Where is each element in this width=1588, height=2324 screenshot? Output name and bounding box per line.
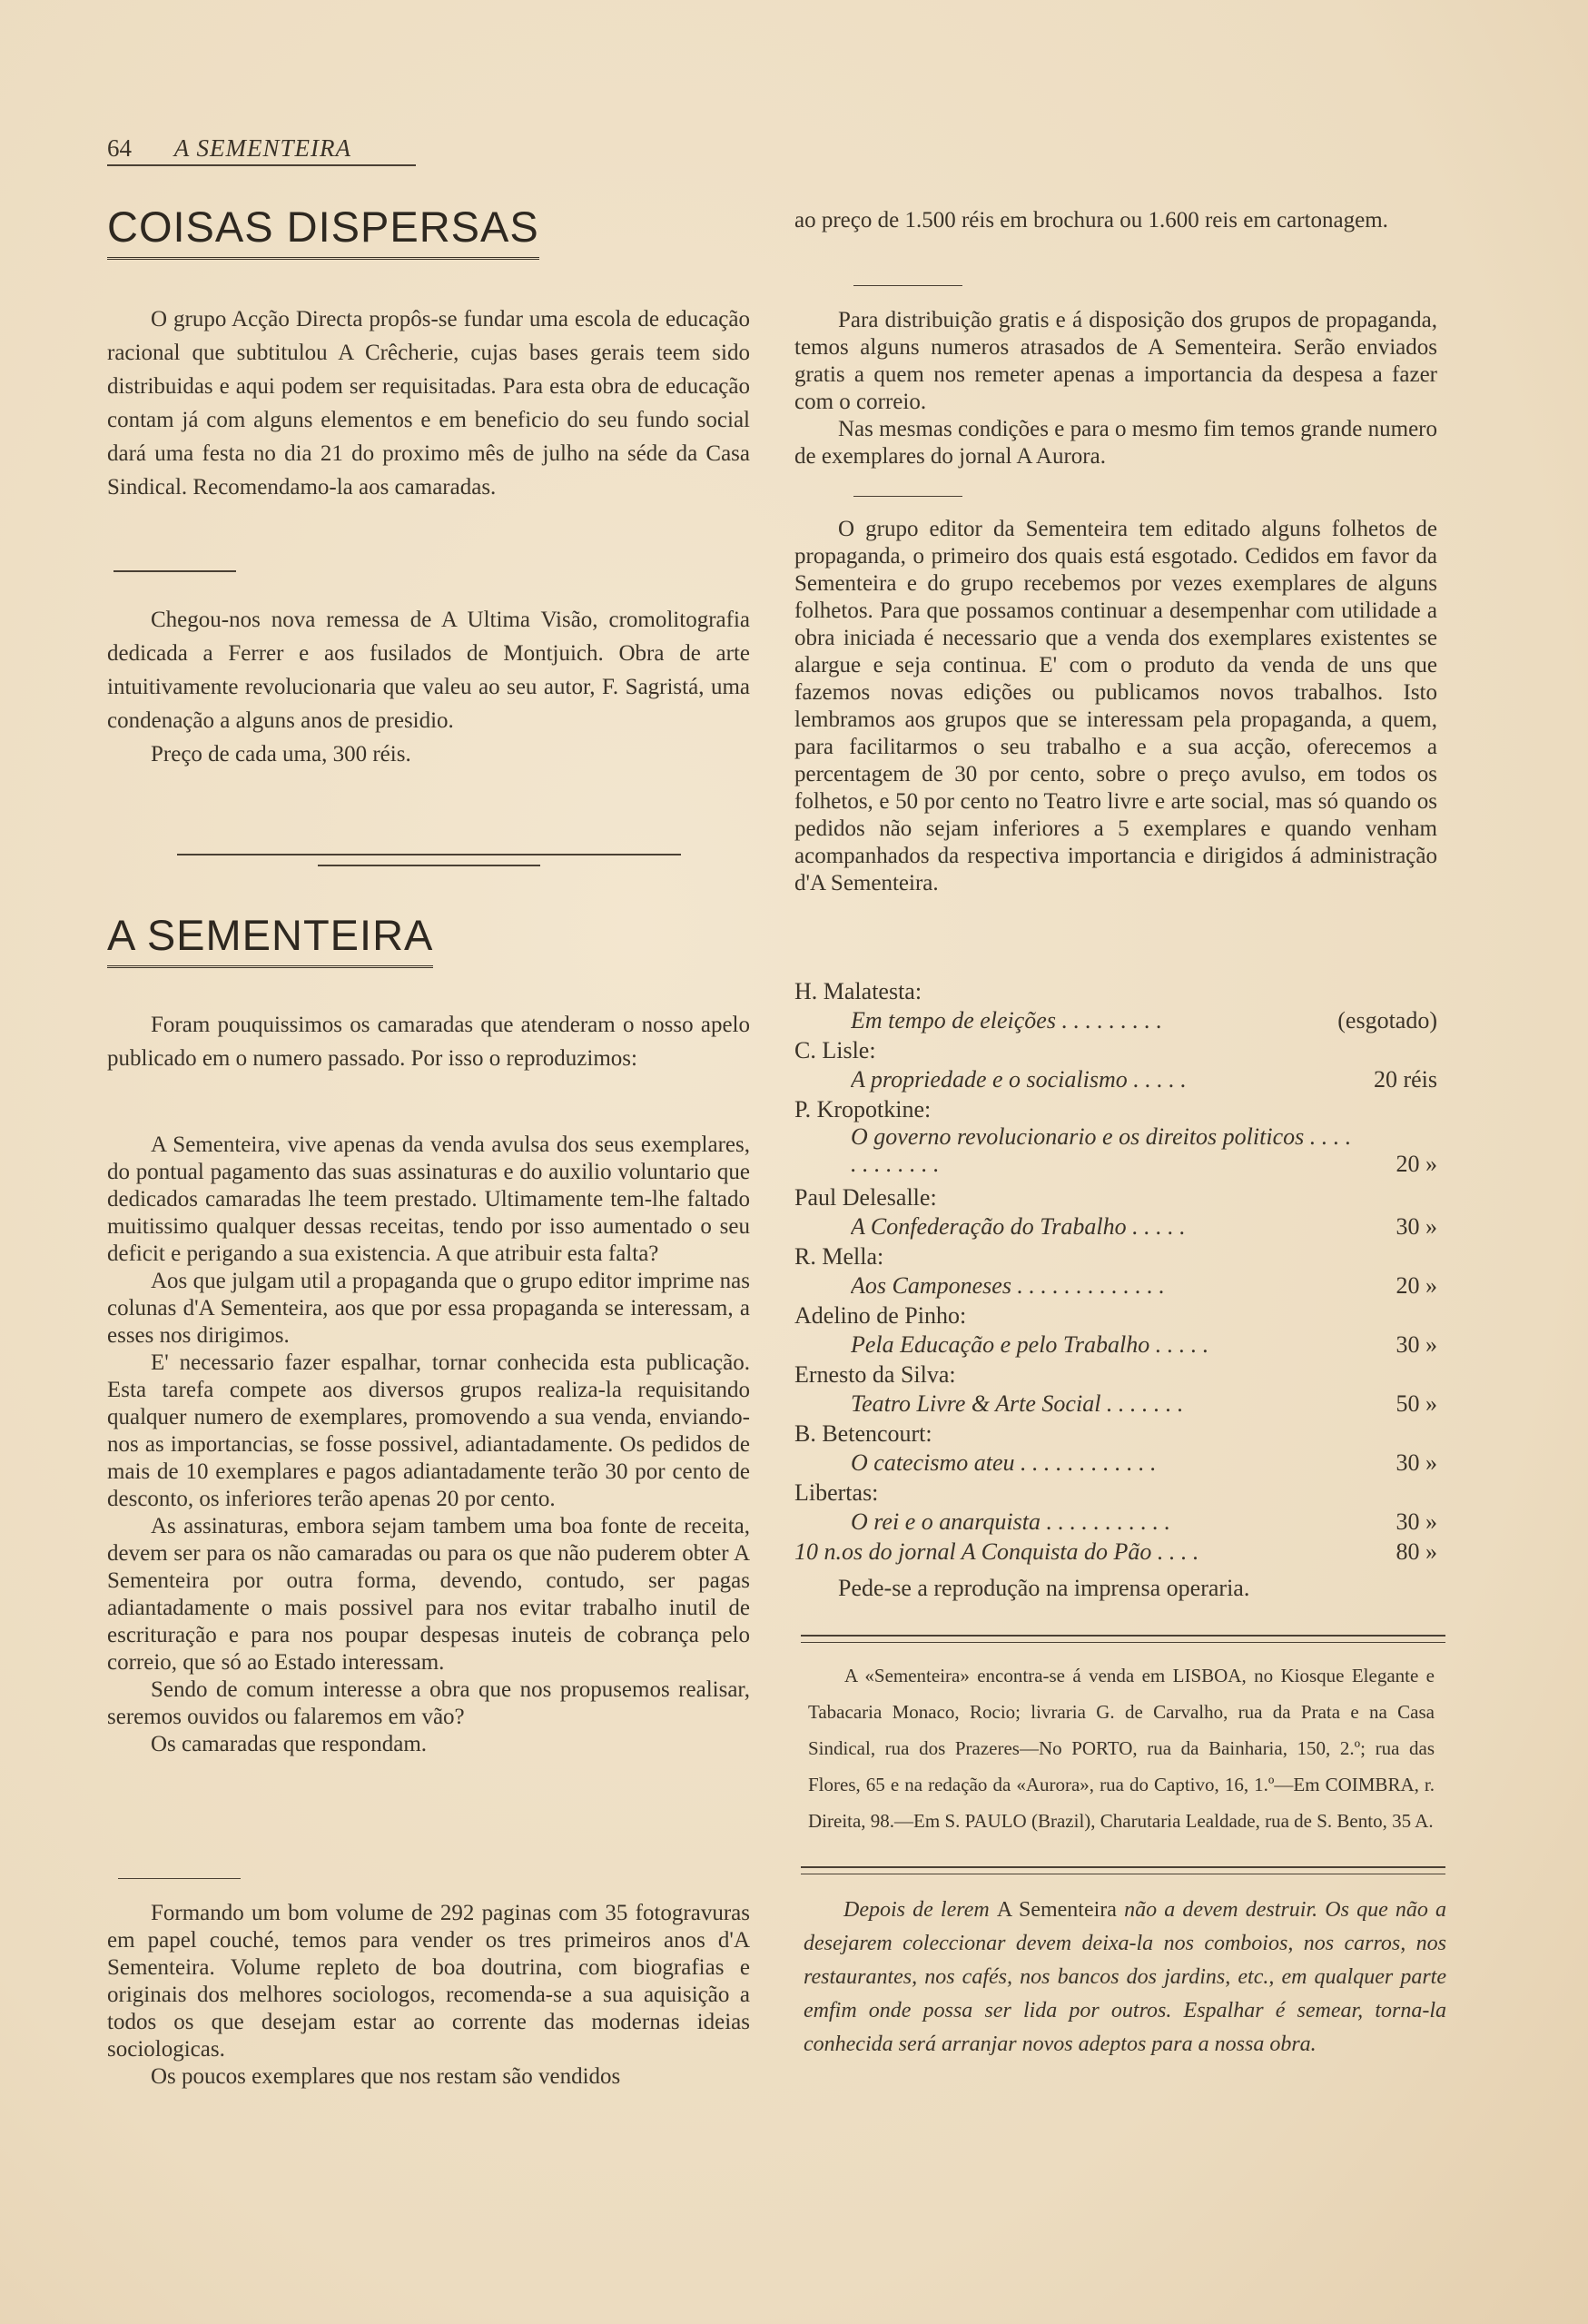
notice-rule-top-2 <box>801 1642 1445 1643</box>
article-apelo <box>107 1008 750 1075</box>
article-grupo-editor <box>794 516 1437 897</box>
reproduction-request: Pede-se a reprodução na imprensa operaria. <box>838 1575 1250 1601</box>
book-entry <box>794 1479 1446 1538</box>
paragraph-grupo-editor: O grupo editor da Sementeira tem editado alguns folhetos de propaganda, o primeiro dos quais está esgotado. Cedidos em favor da Sementeira e do grupo recebemos por vezes exemplares de alguns folhetos. Para que possamos continuar a desempenhar com utilidade a obra iniciada é necessario que a venda dos exemplares existentes se alargue e seja continua. E' com o produto da venda de uns que fazemos novas edições ou publicamos novos trabalhos. Isto lembramos aos grupos que se interessam pela propaganda, a quem, para facilitarmos o seu trabalho e a sua acção, oferecemos a percentagem de 30 por cento, sobre o preço avulso, em todos os folhetos, e 50 por cento no Teatro livre e arte social, mas só quando os pedidos não sejam inferiores a 5 exemplares e quando venham acompanhados da respectiva importancia e dirigidos á administração d'A Sementeira. <box>794 517 1437 895</box>
paragraph-distribuicao: Para distribuição gratis e á disposição dos grupos de propaganda, temos alguns numeros atrasados de A Sementeira. Serão enviados gratis a quem nos remeter apenas a importancia da despesa a fazer com o correio. <box>794 308 1437 414</box>
book-entry <box>794 1361 1446 1420</box>
closing-motto <box>804 1894 1446 2062</box>
masthead: A SEMENTEIRA <box>173 134 351 162</box>
book-entry <box>794 1420 1446 1479</box>
article-remessa <box>107 603 750 771</box>
booklet-list <box>794 978 1446 1602</box>
book-price: 30 » <box>1396 1331 1437 1358</box>
double-separator-top <box>177 854 681 855</box>
double-separator-bottom <box>318 865 540 866</box>
book-entry <box>794 1037 1446 1096</box>
book-price: (esgotado) <box>1337 1007 1437 1033</box>
book-entry <box>794 978 1446 1037</box>
book-price: 30 » <box>1396 1449 1437 1476</box>
book-author: Paul Delesalle: <box>794 1184 937 1211</box>
book-title: 10 n.os do jornal A Conquista do Pão . . . . <box>794 1538 1199 1565</box>
book-price: 80 » <box>1396 1538 1437 1565</box>
page-header <box>107 134 416 166</box>
separator-rule <box>113 570 236 572</box>
book-title: A Confederação do Trabalho . . . . . <box>851 1213 1186 1240</box>
paragraph-comum: Sendo de comum interesse a obra que nos propusemos realisar, seremos ouvidos ou falaremos em vão? <box>107 1677 750 1729</box>
paragraph-espalhar: E' necessario fazer espalhar, tornar conhecida esta publicação. Esta tarefa compete aos diversos grupos realiza-la requisitando qualquer numero de exemplares, promovendo a sua venda, enviando-nos as importancias, se fosse possivel, adiantadamente. Os pedidos de mais de 10 exemplares e pagos adiantadamente terão 30 por cento de desconto, os inferiores terão apenas 20 por cento. <box>107 1350 750 1511</box>
article-continuation <box>794 207 1437 234</box>
book-title: O rei e o anarquista . . . . . . . . . . . <box>851 1508 1170 1535</box>
book-title: O governo revolucionario e os direitos politicos . . . . . . . . . . . . <box>851 1123 1352 1177</box>
section-title-a-sementeira: A SEMENTEIRA <box>107 910 433 968</box>
book-author: Adelino de Pinho: <box>794 1302 967 1329</box>
separator-rule <box>118 1878 241 1879</box>
article-escola <box>107 302 750 504</box>
paragraph-poucos: Os poucos exemplares que nos restam são vendidos <box>151 2064 621 2089</box>
paragraph-continuation: ao preço de 1.500 réis em brochura ou 1.600 reis em cartonagem. <box>794 208 1388 232</box>
section-title-coisas-dispersas: COISAS DISPERSAS <box>107 202 539 260</box>
book-author: P. Kropotkine: <box>794 1096 932 1122</box>
book-title: Aos Camponeses . . . . . . . . . . . . . <box>851 1272 1165 1299</box>
book-entry <box>794 1302 1446 1361</box>
book-author: Ernesto da Silva: <box>794 1361 956 1388</box>
paragraph-assinaturas: As assinaturas, embora sejam tambem uma boa fonte de receita, devem ser para os não camaradas ou para os que não puderem obter A Sementeira por outra forma, devendo, contudo, ser pagas adiantadamente o mais possivel para nos evitar trabalho inutil de escrituração e para nos poupar despesas inuteis de cobrança pelo correio, que só ao Estado interessam. <box>107 1514 750 1675</box>
book-author: R. Mella: <box>794 1243 884 1270</box>
paragraph-escola: O grupo Acção Directa propôs-se fundar uma escola de educação racional que subtitulou A Crêcherie, cujas bases gerais teem sido distribuidas e aqui podem ser requisitadas. Para esta obra de educação contam já com alguns elementos e em beneficio do seu fundo social dará uma festa no dia 21 do proximo mês de julho na séde da Casa Sindical. Recomendamo-la aos camaradas. <box>107 307 750 499</box>
book-title: O catecismo ateu . . . . . . . . . . . . <box>851 1449 1157 1476</box>
book-entry-jornal <box>794 1538 1446 1575</box>
book-price: 30 » <box>1396 1213 1437 1240</box>
paragraph-vive: A Sementeira, vive apenas da venda avulsa dos seus exemplares, do pontual pagamento das suas assinaturas e do auxilio voluntario que dedicados camaradas lhe teem prestado. Ultimamente tem-lhe faltado muitissimo qualquer dessas receitas, tendo por isso aumentado o seu deficit e perigando a sua existencia. A que atribuir esta falta? <box>107 1132 750 1266</box>
notice-rule-bottom-1 <box>801 1866 1445 1868</box>
book-price: 20 » <box>1396 1151 1437 1177</box>
paragraph-respondam: Os camaradas que respondam. <box>151 1732 428 1756</box>
book-price: 30 » <box>1396 1508 1437 1535</box>
book-author: C. Lisle: <box>794 1037 876 1063</box>
notice-rule-top-1 <box>801 1635 1445 1637</box>
paragraph-apelo: Foram pouquissimos os camaradas que atenderam o nosso apelo publicado em o numero passado. Por isso o reproduzimos: <box>107 1013 750 1071</box>
book-title: Pela Educação e pelo Trabalho . . . . . <box>851 1331 1209 1358</box>
page-number: 64 <box>107 134 132 162</box>
article-vive <box>107 1132 750 1758</box>
book-price: 50 » <box>1396 1390 1437 1417</box>
paragraph-util: Aos que julgam util a propaganda que o grupo editor imprime nas colunas d'A Sementeira, aos que por essa propaganda se interessam, a esses nos dirigimos. <box>107 1269 750 1348</box>
paragraph-remessa: Chegou-nos nova remessa de A Ultima Visão, cromolitografia dedicada a Ferrer e aos fusilados de Montjuich. Obra de arte intuitivamente revolucionaria que valeu ao seu autor, F. Sagristá, uma condenação a alguns anos de presidio. <box>107 608 750 733</box>
sales-notice: A «Sementeira» encontra-se á venda em LISBOA, no Kiosque Elegante e Tabacaria Monaco, Rocio; livraria G. de Carvalho, rua da Prata e na Casa Sindical, rua dos Prazeres—No PORTO, rua da Bainharia, 150, 2.º; rua das Flores, 65 e na redação da «Aurora», rua do Captivo, 16, 1.º—Em COIMBRA, r. Direita, 98.—Em S. PAULO (Brazil), Charutaria Lealdade, rua de S. Bento, 35 A. <box>808 1665 1435 1832</box>
book-author: H. Malatesta: <box>794 978 922 1004</box>
motto-title: A Sementeira <box>996 1898 1117 1922</box>
article-distribuicao <box>794 307 1437 470</box>
book-entry <box>794 1184 1446 1243</box>
article-volume <box>107 1900 750 2091</box>
book-price: 20 » <box>1396 1272 1437 1299</box>
book-entry <box>794 1243 1446 1302</box>
paragraph-volume: Formando um bom volume de 292 paginas com 35 fotogravuras em papel couché, temos para vender os tres primeiros anos d'A Sementeira. Volume repleto de boa doutrina, com biografias e originais dos melhores sociologos, recomenda-se a sua aquisição a todos os que desejam estar ao corrente das modernas ideias sociologicas. <box>107 1901 750 2062</box>
motto-part: não a devem destruir. Os que não a desejarem coleccionar devem deixa-la nos comboios, nos carros, nos restaurantes, nos cafés, nos bancos dos jardins, etc., em qualquer parte emfim onde possa ser lida por outros. Espalhar é semear, torna-la conhecida será arranjar novos adeptos para a nossa obra. <box>804 1898 1447 2056</box>
book-title: A propriedade e o socialismo . . . . . <box>851 1066 1187 1093</box>
separator-rule <box>853 285 962 286</box>
separator-rule <box>853 496 962 497</box>
book-author: Libertas: <box>794 1479 879 1506</box>
paragraph-preco: Preço de cada uma, 300 réis. <box>151 742 411 766</box>
book-price: 20 réis <box>1373 1066 1437 1093</box>
book-title: Em tempo de eleições . . . . . . . . . <box>851 1007 1162 1033</box>
book-author: B. Betencourt: <box>794 1420 932 1447</box>
book-entry <box>794 1096 1446 1184</box>
paragraph-aurora: Nas mesmas condições e para o mesmo fim temos grande numero de exemplares do jornal A Aurora. <box>794 417 1437 469</box>
motto-part: Depois de lerem <box>843 1898 990 1922</box>
book-title: Teatro Livre & Arte Social . . . . . . . <box>851 1390 1184 1417</box>
